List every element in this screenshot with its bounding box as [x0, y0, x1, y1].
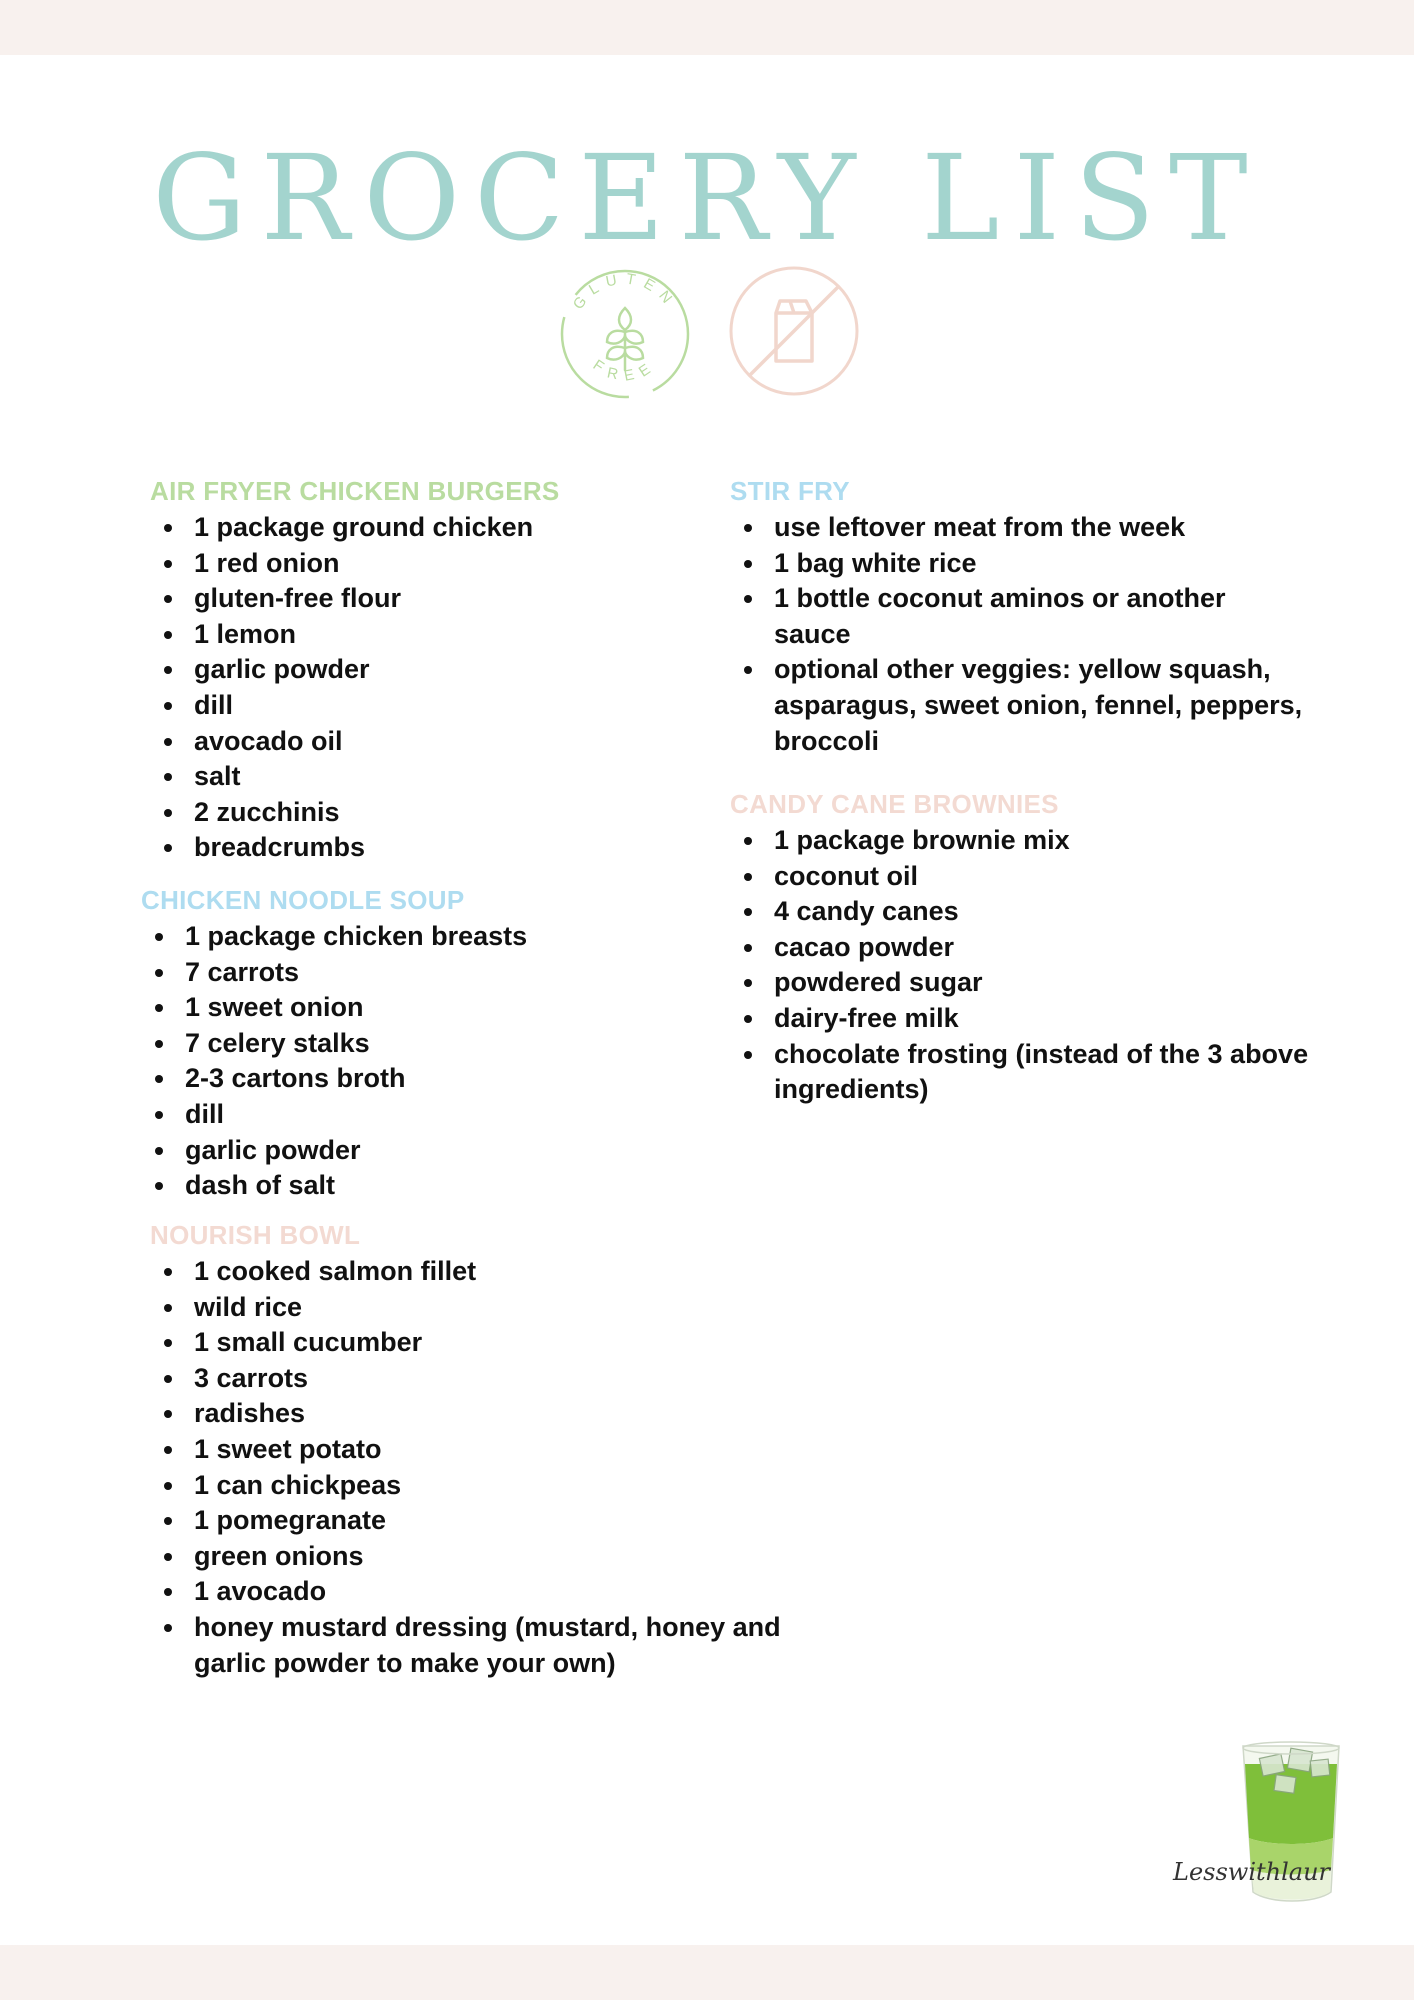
- list-item: breadcrumbs: [150, 830, 710, 866]
- section-air-fryer-chicken-burgers: [150, 474, 710, 866]
- ingredient-list: [730, 510, 1305, 759]
- list-item: 7 carrots: [141, 955, 701, 991]
- section-stir-fry: [730, 474, 1305, 759]
- list-item: 1 sweet potato: [150, 1432, 810, 1468]
- list-item: 1 package brownie mix: [730, 823, 1330, 859]
- list-item: 4 candy canes: [730, 894, 1330, 930]
- ingredient-list: [150, 1254, 810, 1681]
- ingredient-list: [730, 823, 1330, 1108]
- list-item: dairy-free milk: [730, 1001, 1330, 1037]
- list-item: wild rice: [150, 1290, 810, 1326]
- dairy-free-badge: [728, 265, 860, 397]
- section-chicken-noodle-soup: [141, 883, 701, 1204]
- list-item: gluten-free flour: [150, 581, 710, 617]
- list-item: 1 avocado: [150, 1574, 810, 1610]
- free-label: FREE: [589, 356, 661, 385]
- list-item: 1 can chickpeas: [150, 1468, 810, 1504]
- list-item: 1 sweet onion: [141, 990, 701, 1026]
- wheat-icon: [607, 308, 643, 370]
- section-title: STIR FRY: [730, 476, 850, 506]
- ingredient-list: [150, 510, 710, 866]
- section-title: CHICKEN NOODLE SOUP: [141, 885, 465, 915]
- list-item: salt: [150, 759, 710, 795]
- list-item: garlic powder: [150, 652, 710, 688]
- list-item: 1 package chicken breasts: [141, 919, 701, 955]
- list-item: garlic powder: [141, 1133, 701, 1169]
- list-item: optional other veggies: yellow squash, asparagus, sweet onion, fennel, peppers, broccoli: [730, 652, 1305, 759]
- section-title: CANDY CANE BROWNIES: [730, 789, 1059, 819]
- list-item: honey mustard dressing (mustard, honey and garlic powder to make your own): [150, 1610, 810, 1681]
- list-item: dash of salt: [141, 1168, 701, 1204]
- list-item: cacao powder: [730, 930, 1330, 966]
- list-item: 1 package ground chicken: [150, 510, 710, 546]
- list-item: coconut oil: [730, 859, 1330, 895]
- section-nourish-bowl: [150, 1218, 810, 1681]
- list-item: 3 carrots: [150, 1361, 810, 1397]
- list-item: radishes: [150, 1396, 810, 1432]
- list-item: 1 bottle coconut aminos or another sauce: [730, 581, 1305, 652]
- list-item: 2 zucchinis: [150, 795, 710, 831]
- section-title: NOURISH BOWL: [150, 1220, 361, 1250]
- list-item: 1 cooked salmon fillet: [150, 1254, 810, 1290]
- gluten-free-badge: [555, 258, 695, 408]
- list-item: avocado oil: [150, 724, 710, 760]
- list-item: 1 bag white rice: [730, 546, 1305, 582]
- matcha-drink-illustration: [1165, 1720, 1385, 1920]
- page-title: GROCERY LIST: [152, 129, 1262, 267]
- gluten-label: GLUTEN: [569, 270, 681, 313]
- list-item: 1 lemon: [150, 617, 710, 653]
- list-item: 7 celery stalks: [141, 1026, 701, 1062]
- list-item: powdered sugar: [730, 965, 1330, 1001]
- list-item: use leftover meat from the week: [730, 510, 1305, 546]
- list-item: 1 small cucumber: [150, 1325, 810, 1361]
- list-item: green onions: [150, 1539, 810, 1575]
- list-item: dill: [141, 1097, 701, 1133]
- list-item: chocolate frosting (instead of the 3 above ingredients): [730, 1037, 1330, 1108]
- ingredient-list: [141, 919, 701, 1204]
- list-item: 1 red onion: [150, 546, 710, 582]
- list-item: 2-3 cartons broth: [141, 1061, 701, 1097]
- section-candy-cane-brownies: [730, 787, 1330, 1108]
- signature: Lesswithlaur: [1173, 1858, 1331, 1886]
- section-title: AIR FRYER CHICKEN BURGERS: [150, 476, 560, 506]
- list-item: 1 pomegranate: [150, 1503, 810, 1539]
- list-item: dill: [150, 688, 710, 724]
